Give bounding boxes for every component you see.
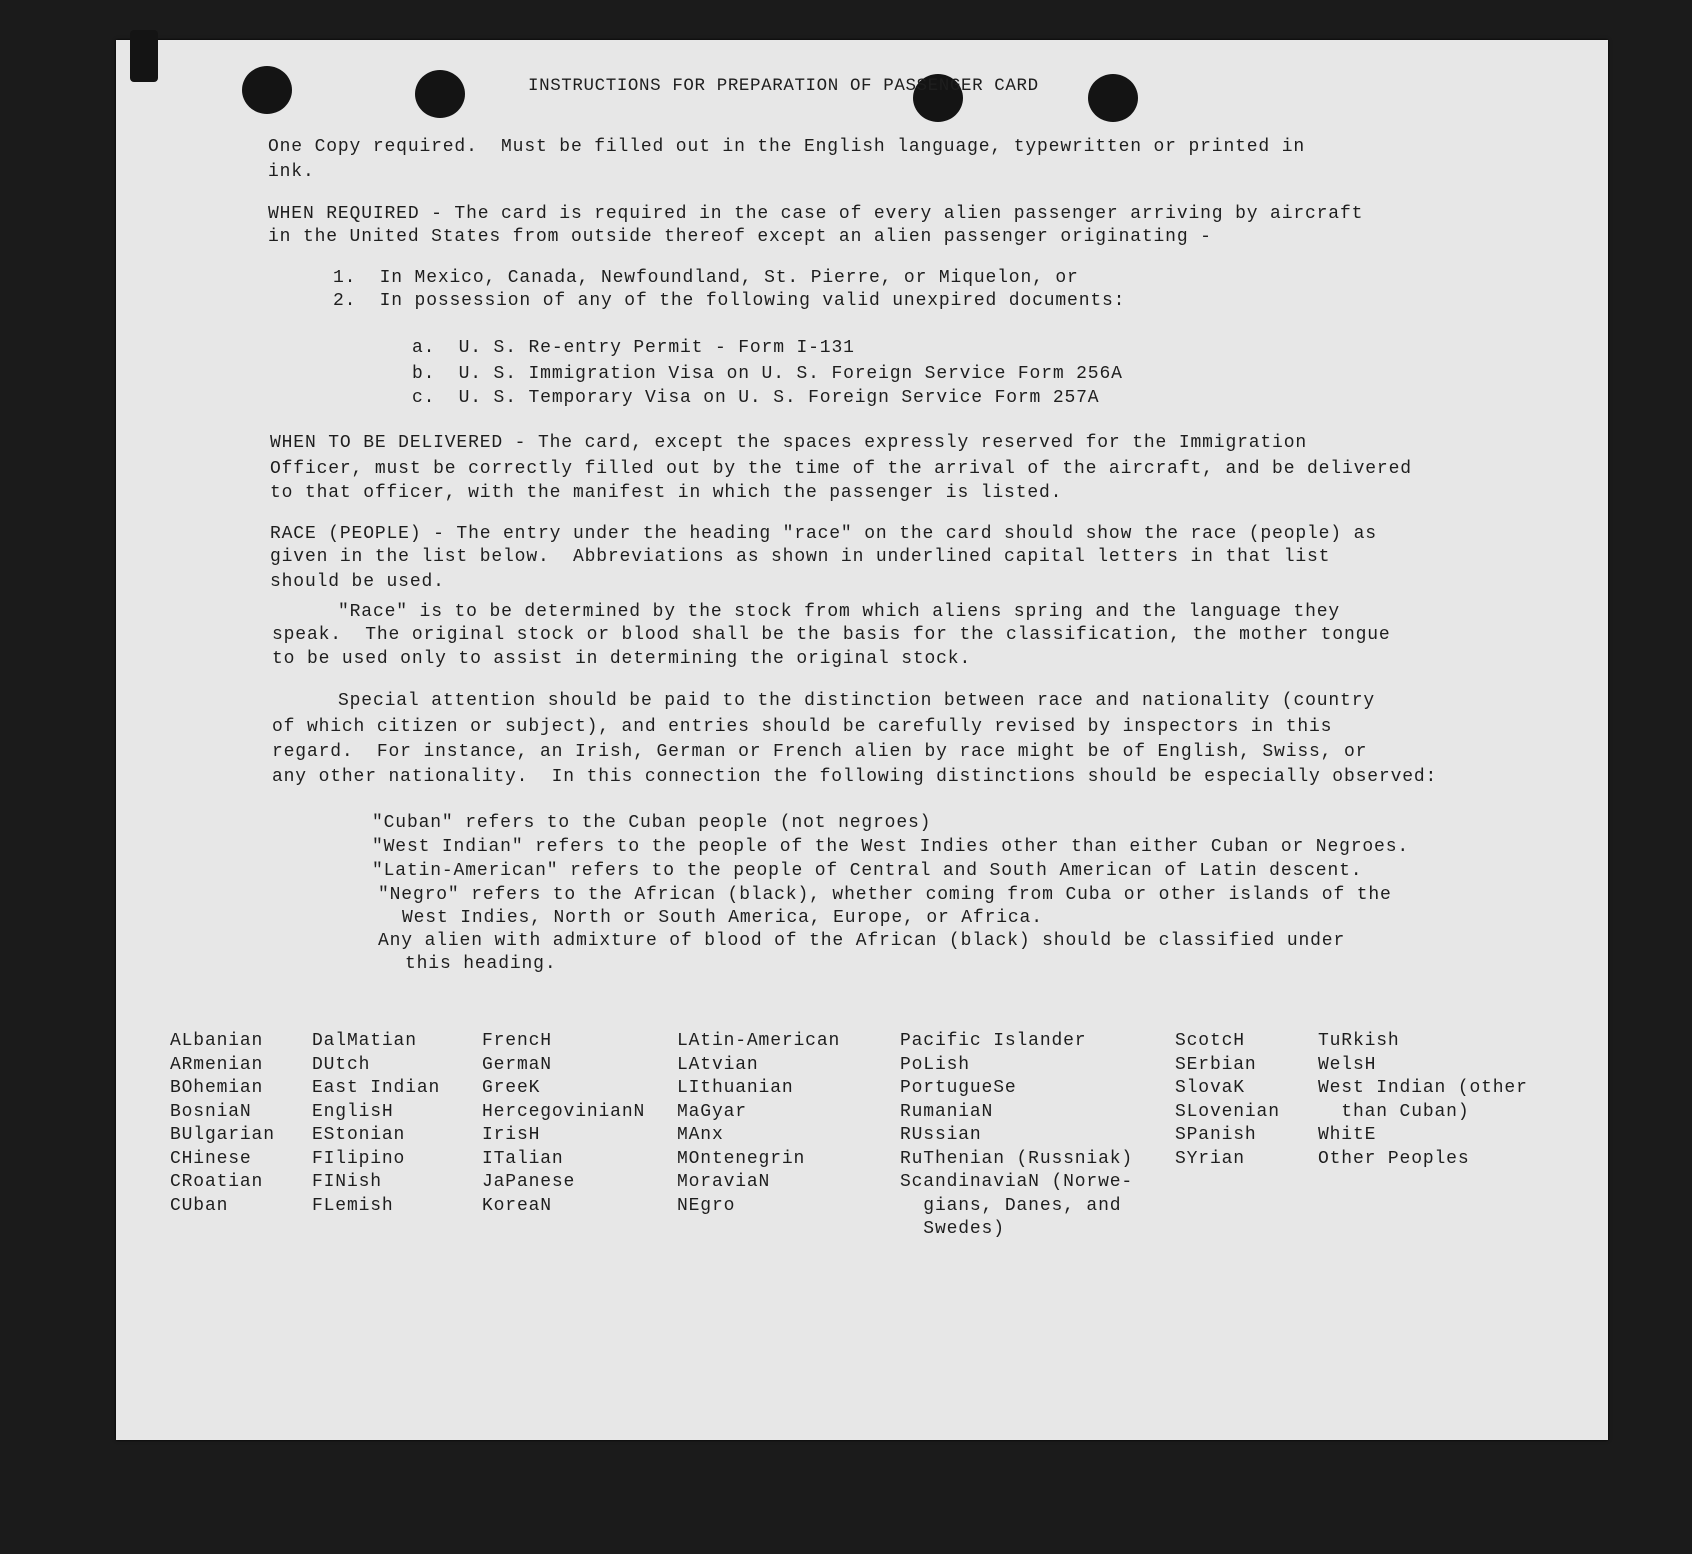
text-line: 1. In Mexico, Canada, Newfoundland, St. Pierre, or Miquelon, or xyxy=(333,268,1079,288)
race-entry: Other Peoples xyxy=(1318,1148,1470,1169)
race-column xyxy=(482,1030,645,1218)
text-line: ink. xyxy=(268,162,315,182)
text-line: West Indies, North or South America, Europe, or Africa. xyxy=(402,908,1043,928)
text-line: "Race" is to be determined by the stock from which aliens spring and the language they xyxy=(338,602,1341,622)
text-line: "Negro" refers to the African (black), whether coming from Cuba or other islands of the xyxy=(378,885,1392,905)
text-line: "Cuban" refers to the Cuban people (not negroes) xyxy=(372,813,932,833)
race-entry: LAtin-American xyxy=(677,1031,841,1051)
race-entry: KoreaN xyxy=(482,1195,552,1216)
text-line: speak. The original stock or blood shall be the basis for the classification, the mother tongue xyxy=(272,625,1391,645)
race-entry: PoLish xyxy=(900,1054,970,1075)
race-entry: FrencH xyxy=(482,1031,552,1051)
text-line: a. U. S. Re-entry Permit - Form I-131 xyxy=(412,338,855,358)
text-line: 2. In possession of any of the following valid unexpired documents: xyxy=(333,291,1126,311)
race-entry: MOntenegrin xyxy=(677,1148,806,1169)
text-line: any other nationality. In this connection the following distinctions should be especially observed: xyxy=(272,767,1438,787)
race-entry: FLemish xyxy=(312,1195,394,1216)
race-entry: WelsH xyxy=(1318,1054,1377,1075)
text-line: in the United States from outside thereof except an alien passenger originating - xyxy=(268,227,1212,247)
race-column xyxy=(900,1030,1133,1242)
text-line: Any alien with admixture of blood of the African (black) should be classified under xyxy=(378,931,1346,951)
race-entry: than Cuban) xyxy=(1318,1101,1470,1122)
race-entry: SYrian xyxy=(1175,1148,1245,1169)
punch-hole xyxy=(242,66,292,114)
text-line: this heading. xyxy=(405,954,557,974)
text-line: WHEN TO BE DELIVERED - The card, except the spaces expressly reserved for the Immigration xyxy=(270,433,1308,453)
race-entry: LAtvian xyxy=(677,1054,759,1075)
race-entry: CHinese xyxy=(170,1148,252,1169)
race-entry: ALbanian xyxy=(170,1031,264,1051)
race-entry: RUssian xyxy=(900,1125,982,1145)
race-entry: EStonian xyxy=(312,1125,406,1145)
race-column xyxy=(312,1030,440,1218)
race-entry: FIlipino xyxy=(312,1148,406,1169)
race-entry: SLovenian xyxy=(1175,1101,1280,1122)
race-column xyxy=(1175,1030,1280,1171)
text-line: to that officer, with the manifest in which the passenger is listed. xyxy=(270,483,1063,503)
text-line: WHEN REQUIRED - The card is required in the case of every alien passenger arriving by aircraft xyxy=(268,204,1364,224)
race-entry: HercegovinianN xyxy=(482,1101,646,1122)
race-entry: MaGyar xyxy=(677,1101,747,1122)
race-entry: gians, Danes, and xyxy=(900,1195,1122,1216)
text-line: RACE (PEOPLE) - The entry under the heading "race" on the card should show the race (people) as xyxy=(270,524,1377,544)
race-entry: GermaN xyxy=(482,1054,552,1075)
race-entry: Swedes) xyxy=(900,1219,1005,1239)
race-entry: West Indian (other xyxy=(1318,1078,1528,1098)
text-line: "Latin-American" refers to the people of Central and South American of Latin descent. xyxy=(372,861,1363,881)
race-entry: MoraviaN xyxy=(677,1172,771,1192)
text-line: to be used only to assist in determining the original stock. xyxy=(272,649,972,669)
document-title: INSTRUCTIONS FOR PREPARATION OF PASSENGER CARD xyxy=(528,76,1039,96)
race-entry: ITalian xyxy=(482,1148,564,1169)
race-entry: ARmenian xyxy=(170,1054,264,1075)
text-line: Special attention should be paid to the distinction between race and nationality (country xyxy=(338,691,1376,711)
race-column xyxy=(677,1030,840,1218)
race-entry: EnglisH xyxy=(312,1101,394,1122)
text-line: b. U. S. Immigration Visa on U. S. Foreign Service Form 256A xyxy=(412,364,1123,384)
race-column xyxy=(1318,1030,1528,1171)
race-entry: DUtch xyxy=(312,1054,371,1075)
race-entry: TuRkish xyxy=(1318,1031,1400,1051)
race-entry: DalMatian xyxy=(312,1031,417,1051)
race-entry: SPanish xyxy=(1175,1125,1257,1145)
race-entry: PortugueSe xyxy=(900,1078,1017,1098)
text-line: given in the list below. Abbreviations as shown in underlined capital letters in that list xyxy=(270,547,1331,567)
race-column xyxy=(170,1030,275,1218)
race-entry: WhitE xyxy=(1318,1125,1377,1145)
text-line: One Copy required. Must be filled out in the English language, typewritten or printed in xyxy=(268,137,1306,157)
race-entry: East Indian xyxy=(312,1078,441,1098)
text-line: c. U. S. Temporary Visa on U. S. Foreign Service Form 257A xyxy=(412,388,1100,408)
race-entry: GreeK xyxy=(482,1078,541,1098)
race-entry: RumaniaN xyxy=(900,1101,994,1122)
race-entry: SErbian xyxy=(1175,1054,1257,1075)
text-line: Officer, must be correctly filled out by the time of the arrival of the aircraft, and be delivered xyxy=(270,459,1412,479)
document-page xyxy=(116,40,1608,1440)
text-line: "West Indian" refers to the people of the West Indies other than either Cuban or Negroes. xyxy=(372,837,1410,857)
punch-hole xyxy=(415,70,465,118)
race-entry: NEgro xyxy=(677,1195,736,1216)
race-entry: LIthuanian xyxy=(677,1078,794,1098)
text-line: should be used. xyxy=(270,572,445,592)
race-entry: BOhemian xyxy=(170,1078,264,1098)
race-entry: SlovaK xyxy=(1175,1078,1245,1098)
text-line: regard. For instance, an Irish, German or French alien by race might be of English, Swiss, or xyxy=(272,742,1368,762)
punch-hole xyxy=(1088,74,1138,122)
race-entry: IrisH xyxy=(482,1125,541,1145)
text-line: of which citizen or subject), and entries should be carefully revised by inspectors in this xyxy=(272,717,1333,737)
race-entry: RuThenian (Russniak) xyxy=(900,1148,1134,1169)
staple-mark xyxy=(130,30,158,82)
race-entry: BosniaN xyxy=(170,1101,252,1122)
race-entry: CUban xyxy=(170,1195,229,1216)
race-entry: FINish xyxy=(312,1172,382,1192)
race-entry: JaPanese xyxy=(482,1172,576,1192)
race-entry: ScotcH xyxy=(1175,1031,1245,1051)
race-entry: BUlgarian xyxy=(170,1125,275,1145)
race-entry: MAnx xyxy=(677,1125,724,1145)
race-entry: CRoatian xyxy=(170,1172,264,1192)
race-entry: Pacific Islander xyxy=(900,1031,1087,1051)
race-entry: ScandinaviaN (Norwe- xyxy=(900,1172,1134,1192)
